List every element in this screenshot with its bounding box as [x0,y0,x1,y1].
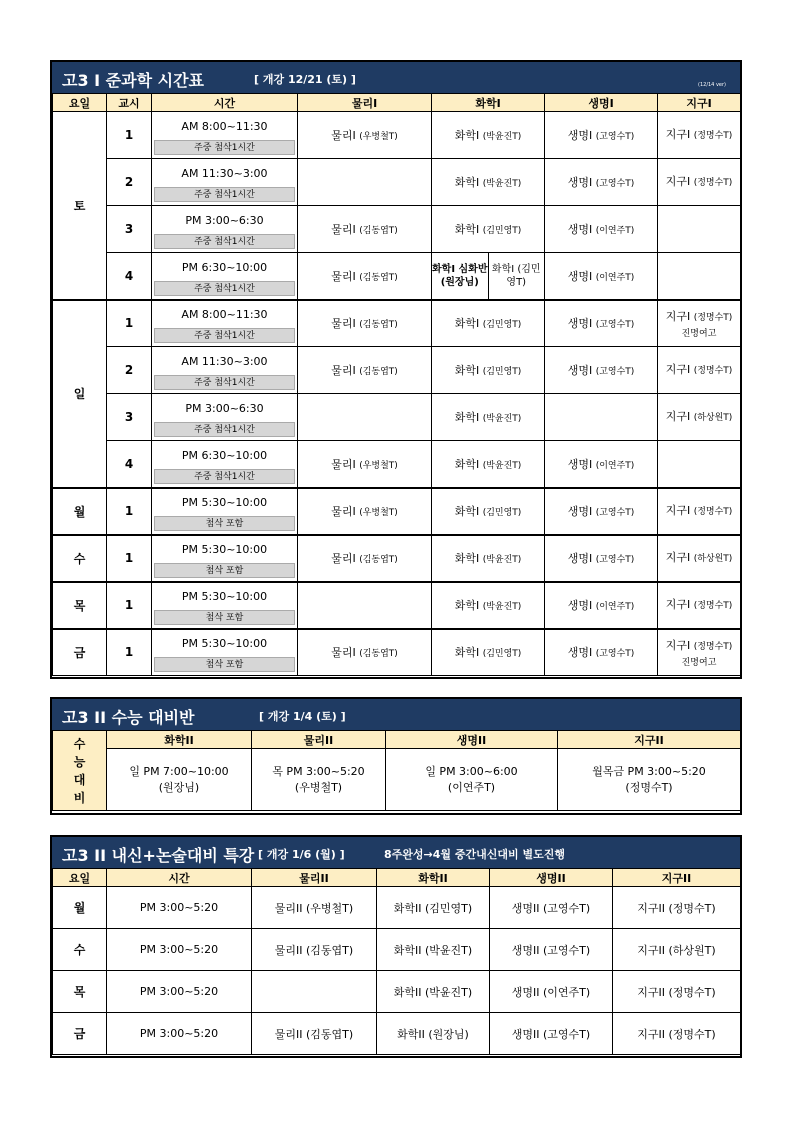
col-header-earth: 지구I [658,94,741,112]
period-cell: 1 [107,300,152,347]
subject-name: 화학I [454,176,480,189]
day-cell: 금 [53,1013,107,1055]
cell-teacher: (원장님) [158,780,200,794]
table3-grid [52,868,741,1055]
period-cell: 3 [107,394,152,441]
teacher-name: (박윤진T) [482,179,522,189]
subject-name: 지구I [665,551,691,564]
time-text: PM 6:30~10:00 [181,448,268,462]
teacher-name: (박윤진T) [482,460,522,471]
table3-title: 고3 II 내신+논술대비 특강 [62,846,255,865]
time-text: PM 6:30~10:00 [181,260,268,274]
chemistry-cell [432,488,545,535]
physics-cell [298,300,432,347]
earth-cell [658,253,741,300]
earth-cell [658,112,741,159]
teacher-name: (정명수T) [693,366,733,376]
physics-cell [298,206,432,253]
subject-name: 화학I [454,457,480,471]
subject-name: 화학I [454,129,480,142]
subject-name: 화학I [454,317,480,331]
time-cell [152,582,298,629]
subject-name: 지구I [665,410,691,423]
table1-title: 고3 I 준과학 시간표 [62,71,204,90]
physics-cell [298,535,432,582]
table2-cell [252,749,386,811]
time-note: 주중 첨삭1시간 [154,375,295,390]
period-cell: 1 [107,535,152,582]
subject-name: 지구I [665,175,691,188]
chemistry-cell [432,159,545,206]
time-cell: PM 3:00~5:20 [107,971,252,1013]
time-note: 주중 첨삭1시간 [154,328,295,343]
cell-time: 월목금 PM 3:00~5:20 [592,764,706,778]
subject-name: 물리I [331,457,356,471]
day-cell: 금 [53,629,107,676]
teacher-name: (고영수T) [595,508,635,518]
teacher-name: (정명수T) [693,131,733,141]
table-row [53,535,741,582]
time-cell [152,629,298,676]
period-cell: 1 [107,629,152,676]
subject-name: 생명I [567,552,593,565]
col-header-day: 요일 [53,94,107,112]
table-row [53,629,741,676]
time-note: 주중 첨삭1시간 [154,234,295,249]
teacher-name: (정명수T) [693,312,733,323]
table1-block [50,60,742,679]
cell-teacher: (이연주T) [447,780,496,794]
day-cell: 수 [53,535,107,582]
subject-name: 물리I [331,552,356,565]
teacher-name: (하상원T) [693,413,733,423]
chemistry-cell: 화학II (김민영T) [377,887,490,929]
biology-cell [545,159,658,206]
biology-cell [545,394,658,441]
col-header-bio2: 생명II [386,731,558,749]
chemistry-cell [432,535,545,582]
time-note: 주중 첨삭1시간 [154,281,295,296]
period-cell: 4 [107,253,152,300]
biology-cell [545,253,658,300]
col-header-biology: 생명I [545,94,658,112]
chemistry-cell [432,206,545,253]
table2-cell [386,749,558,811]
table2-header-row [53,731,741,749]
teacher-name: (박윤진T) [482,132,522,142]
subject-name: 화학I [454,223,480,236]
teacher-name: (이연주T) [595,602,635,612]
col-header-day: 요일 [53,869,107,887]
chemistry-cell: 화학II (원장님) [377,1013,490,1055]
time-text: AM 11:30~3:00 [181,167,268,180]
school-note: 진명여고 [681,328,717,339]
physics-cell [298,159,432,206]
day-cell: 목 [53,582,107,629]
subject-name: 지구I [665,638,691,652]
physics-cell [298,253,432,300]
earth-cell [658,488,741,535]
physics-cell [298,582,432,629]
cell-teacher: (우병철T) [294,780,343,794]
teacher-name: (우병철T) [359,132,398,142]
earth-cell [658,394,741,441]
subject-name: 생명I [567,129,593,142]
chemistry-cell [432,112,545,159]
time-cell: PM 3:00~5:20 [107,1013,252,1055]
table-row [53,1013,741,1055]
time-note: 주중 첨삭1시간 [154,469,295,484]
earth-cell [658,535,741,582]
physics-cell [298,441,432,488]
earth-cell: 지구II (정명수T) [613,971,741,1013]
time-note: 첨삭 포함 [154,657,295,672]
time-text: PM 5:30~10:00 [181,543,268,556]
subject-name: 생명I [567,176,593,189]
teacher-name: (하상원T) [693,554,733,564]
col-header-chemistry: 화학I [432,94,545,112]
time-text: AM 8:00~11:30 [181,308,268,322]
col-header-earth2: 지구II [558,731,741,749]
subject-name: 지구I [665,128,691,141]
earth-cell [658,629,741,676]
table2-block [50,697,742,815]
table-row [53,394,741,441]
subject-name: 물리I [331,269,356,283]
table-row [53,347,741,394]
table-row [53,159,741,206]
col-header-earth2: 지구II [613,869,741,887]
period-cell: 1 [107,488,152,535]
biology-cell: 생명II (고영수T) [490,887,613,929]
chemistry-cell [432,253,545,300]
chemistry-cell [432,582,545,629]
subject-name: 생명I [567,646,593,660]
table1-version: (12/14 ver) [698,82,726,88]
chemistry-cell [432,300,545,347]
teacher-name: (고영수T) [595,367,635,377]
day-cell: 토 [53,112,107,300]
school-note: 진명여고 [681,657,717,668]
biology-cell [545,300,658,347]
physics-cell [252,971,377,1013]
table2-cell [107,749,252,811]
physics-cell [298,112,432,159]
subject-name: 생명I [567,457,593,471]
subject-name: 생명I [567,317,593,331]
time-cell [152,347,298,394]
biology-cell [545,629,658,676]
chemistry-cell: 화학II (박윤진T) [377,971,490,1013]
subject-name: 화학I [454,505,480,518]
teacher-name: (고영수T) [595,132,635,142]
table2-title: 고3 II 수능 대비반 [62,708,195,727]
subject-name: 물리I [331,129,356,142]
col-header-time: 시간 [107,869,252,887]
earth-cell: 지구II (하상원T) [613,929,741,971]
biology-cell [545,535,658,582]
col-header-chem2: 화학II [377,869,490,887]
time-text: PM 5:30~10:00 [181,637,268,651]
time-text: PM 3:00~6:30 [185,402,264,415]
day-cell: 일 [53,300,107,488]
col-header-physics: 물리I [298,94,432,112]
chemistry-cell [432,347,545,394]
teacher-name: (고영수T) [595,649,635,660]
teacher-name: (김민영T) [482,508,522,518]
subject-name: 생명I [567,269,593,283]
table-row [53,253,741,300]
subject-name: 지구I [665,363,691,376]
table3-opening: [ 개강 1/6 (월) ] [258,848,345,861]
subject-name: 지구I [665,309,691,323]
table1-opening: [ 개강 12/21 (토) ] [254,73,356,86]
subject-name: 물리I [331,505,356,518]
subject-name: 화학I [454,552,480,565]
period-cell: 1 [107,112,152,159]
physics-cell: 물리II (우병철T) [252,887,377,929]
biology-cell: 생명II (고영수T) [490,929,613,971]
table1-grid [52,93,741,676]
earth-cell [658,582,741,629]
teacher-name: (박윤진T) [482,602,522,612]
subject-name: 물리I [331,646,356,660]
biology-cell [545,441,658,488]
teacher-name: (김민영T) [482,649,522,660]
period-cell: 2 [107,159,152,206]
col-header-phys2: 물리II [252,869,377,887]
teacher-name: (김민영T) [482,320,522,331]
table2-cell [558,749,741,811]
teacher-name: (이연주T) [595,460,635,471]
day-cell: 월 [53,887,107,929]
teacher-name: (김동엽T) [359,555,398,565]
earth-cell [658,441,741,488]
day-cell: 월 [53,488,107,535]
subject-name: 지구I [665,598,691,611]
subject-name: 지구I [665,504,691,517]
earth-cell: 지구II (정명수T) [613,1013,741,1055]
teacher-name: (김동엽T) [359,320,398,331]
day-cell: 수 [53,929,107,971]
time-note: 주중 첨삭1시간 [154,187,295,202]
teacher-name: (김민영T) [482,367,522,377]
teacher-name: (정명수T) [693,507,733,517]
table3-extra-note: 8주완성→4월 중간내신대비 별도진행 [384,848,565,861]
time-note: 첨삭 포함 [154,610,295,625]
subject-name: 생명I [567,599,593,612]
cell-time: 일 PM 3:00~6:00 [425,764,518,778]
col-header-bio2: 생명II [490,869,613,887]
teacher-name: (우병철T) [359,508,398,518]
cell-teacher: (정명수T) [625,780,673,794]
subject-name: 화학I [454,646,480,660]
subject-name: 화학I [454,364,480,377]
table-row [53,300,741,347]
time-note: 첨삭 포함 [154,563,295,578]
teacher-name: (이연주T) [595,226,635,236]
teacher-name: (정명수T) [693,178,733,188]
time-cell [152,253,298,300]
table2-opening: [ 개강 1/4 (토) ] [259,710,346,723]
table2-data-row [53,749,741,811]
table-row [53,206,741,253]
col-header-chem2: 화학II [107,731,252,749]
teacher-name: (박윤진T) [482,555,522,565]
period-cell: 3 [107,206,152,253]
table-row [53,112,741,159]
col-header-period: 교시 [107,94,152,112]
teacher-name: (박윤진T) [482,414,522,424]
biology-cell [545,488,658,535]
table2-side-label [53,731,107,811]
time-cell [152,394,298,441]
table-row [53,441,741,488]
table-row [53,971,741,1013]
biology-cell: 생명II (고영수T) [490,1013,613,1055]
time-cell [152,488,298,535]
day-cell: 목 [53,971,107,1013]
earth-cell [658,347,741,394]
time-cell [152,535,298,582]
time-text: PM 5:30~10:00 [181,496,268,509]
teacher-name: (김동엽T) [359,226,398,236]
table1-header [52,62,740,93]
table-row [53,887,741,929]
time-text: PM 3:00~6:30 [185,214,264,227]
time-cell [152,300,298,347]
table-row [53,582,741,629]
teacher-name: (고영수T) [595,179,635,189]
period-cell: 4 [107,441,152,488]
biology-cell [545,112,658,159]
table3-header-row [53,869,741,887]
chemistry-cell [432,629,545,676]
time-cell: PM 3:00~5:20 [107,887,252,929]
subject-name: 물리I [331,317,356,331]
chemistry-advanced-class: 화학I 심화반 (원장님) [432,253,489,299]
subject-name: 생명I [567,364,593,377]
subject-name: 화학I [454,599,480,612]
teacher-name: (김동엽T) [359,272,398,283]
teacher-name: (김민영T) [482,226,522,236]
physics-cell [298,629,432,676]
time-cell [152,159,298,206]
teacher-name: (우병철T) [359,460,398,471]
table2-header [52,699,740,730]
chemistry-regular-class: 화학I (김민영T) [491,263,541,288]
earth-cell [658,300,741,347]
time-cell [152,441,298,488]
teacher-name: (이연주T) [595,272,635,283]
subject-name: 생명I [567,223,593,236]
teacher-name: (김동엽T) [359,649,398,660]
time-cell: PM 3:00~5:20 [107,929,252,971]
teacher-name: (김동엽T) [359,367,398,377]
teacher-name: (정명수T) [693,641,733,652]
chemistry-cell [432,394,545,441]
earth-cell [658,206,741,253]
time-note: 주중 첨삭1시간 [154,140,295,155]
biology-cell [545,206,658,253]
teacher-name: (정명수T) [693,601,733,611]
time-note: 첨삭 포함 [154,516,295,531]
col-header-time: 시간 [152,94,298,112]
biology-cell: 생명II (이연주T) [490,971,613,1013]
physics-cell: 물리II (김동엽T) [252,929,377,971]
subject-name: 물리I [331,364,356,377]
biology-cell [545,582,658,629]
chemistry-cell: 화학II (박윤진T) [377,929,490,971]
time-note: 주중 첨삭1시간 [154,422,295,437]
biology-cell [545,347,658,394]
time-cell [152,112,298,159]
time-cell [152,206,298,253]
side-label-text: 수 능 대 비 [73,736,86,805]
earth-cell: 지구II (정명수T) [613,887,741,929]
period-cell: 2 [107,347,152,394]
teacher-name: (고영수T) [595,320,635,331]
earth-cell [658,159,741,206]
table-row [53,929,741,971]
subject-name: 생명I [567,505,593,518]
time-text: AM 8:00~11:30 [181,120,268,133]
time-text: PM 5:30~10:00 [181,590,268,603]
period-cell: 1 [107,582,152,629]
time-text: AM 11:30~3:00 [181,355,268,368]
physics-cell [298,488,432,535]
table3-header [52,837,740,868]
table1-header-row [53,94,741,112]
physics-cell [298,394,432,441]
table2-grid [52,730,741,811]
subject-name: 물리I [331,223,356,236]
cell-time: 일 PM 7:00~10:00 [129,764,229,778]
physics-cell [298,347,432,394]
cell-time: 목 PM 3:00~5:20 [272,764,365,778]
physics-cell: 물리II (김동엽T) [252,1013,377,1055]
teacher-name: (고영수T) [595,555,635,565]
chemistry-cell [432,441,545,488]
subject-name: 화학I [454,411,480,424]
col-header-phys2: 물리II [252,731,386,749]
table3-block [50,835,742,1058]
chemistry-split [432,253,544,299]
table-row [53,488,741,535]
